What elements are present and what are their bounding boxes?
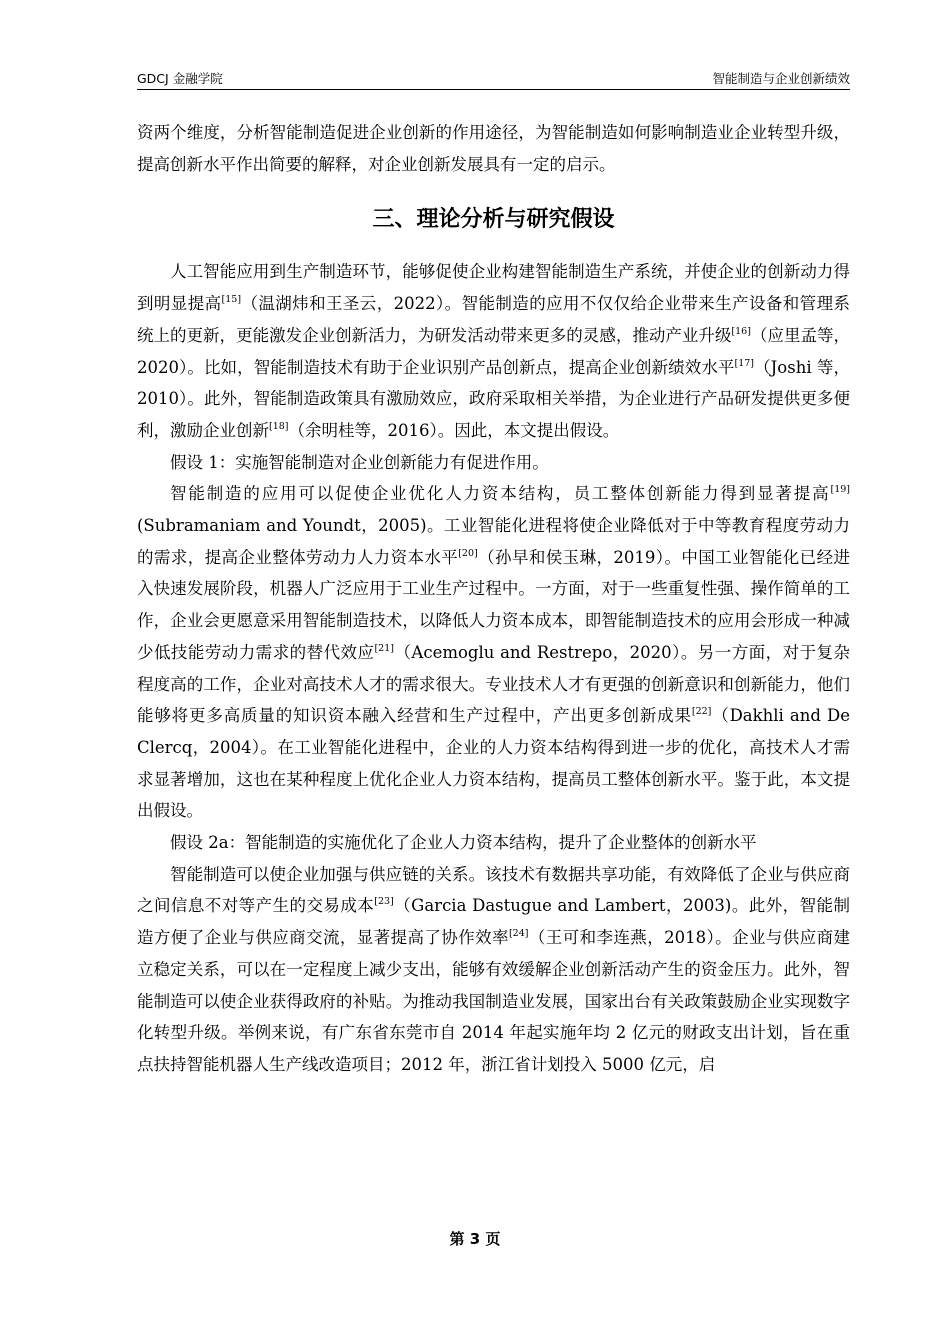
paragraph-theory-1 bbox=[137, 256, 850, 446]
text-run: （应里孟等，2020）。比如，智能制造技术有助于企业识别产品创新点，提高企业创新绩效水平 bbox=[137, 325, 851, 377]
citation-ref: [23] bbox=[374, 896, 394, 908]
hypothesis-2a: 假设 2a：智能制造的实施优化了企业人力资本结构，提升了企业整体的创新水平 bbox=[170, 833, 757, 853]
citation-ref: [20] bbox=[458, 547, 478, 559]
page-number: 第 3 页 bbox=[449, 1230, 501, 1248]
text-run: 智能制造可以使企业加强与供应链的关系。该技术有数据共享功能，有效降低了企业与供应商之间信息不对等产生的交易成本 bbox=[137, 864, 850, 916]
text-run: （Dakhli and De Clercq，2004）。在工业智能化进程中，企业的人力资本结构得到进一步的优化，高技术人才需求显著增加，这也在某种程度上优化企业人力资本结构，提高员工整体创新水平。鉴于此，本文提出假设。 bbox=[137, 706, 851, 821]
text-run: 智能制造的应用可以促使企业优化人力资本结构，员工整体创新能力得到显著提高 bbox=[170, 484, 831, 504]
citation-ref: [18] bbox=[269, 420, 289, 432]
header-title: 智能制造与企业创新绩效 bbox=[712, 71, 850, 86]
text-run: （Joshi 等，2010）。此外，智能制造政策具有激励效应，政府采取相关举措，为企业进行产品研发提供更多便利，激励企业创新 bbox=[137, 357, 850, 440]
intro-paragraph: 资两个维度，分析智能制造促进企业创新的作用途径，为智能制造如何影响制造业企业转型升级，提高创新水平作出简要的解释，对企业创新发展具有一定的启示。 bbox=[137, 123, 850, 174]
text-run: 人工智能应用到生产制造环节，能够促使企业构建智能制造生产系统，并使企业的创新动力得到明显提高 bbox=[137, 262, 850, 314]
citation-ref: [16] bbox=[731, 325, 751, 337]
citation-ref: [22] bbox=[691, 706, 712, 718]
header-institution: GDCJ 金融学院 bbox=[137, 71, 223, 86]
section-heading: 三、理论分析与研究假设 bbox=[372, 207, 615, 233]
citation-ref: [19] bbox=[830, 484, 850, 496]
citation-ref: [24] bbox=[508, 928, 529, 940]
paragraph-theory-3 bbox=[137, 859, 850, 1081]
paragraph-theory-2 bbox=[137, 478, 850, 827]
page-body bbox=[137, 117, 850, 1081]
text-run: （Acemoglu and Restrepo，2020）。另一方面，对于复杂程度高的工作，企业对高技术人才的需求很大。专业技术人才有更强的创新意识和创新能力，他们能够将更多高质量的知识资本融入经营和生产过程中，产出更多创新成果 bbox=[137, 642, 850, 726]
text-run: （余明桂等，2016）。因此，本文提出假设。 bbox=[288, 420, 620, 440]
hypothesis-1: 假设 1：实施智能制造对企业创新能力有促进作用。 bbox=[170, 452, 549, 472]
citation-ref: [21] bbox=[374, 642, 394, 654]
text-run: （孙早和侯玉琳，2019）。中国工业智能化已经进入快速发展阶段，机器人广泛应用于工业生产过程中。一方面，对于一些重复性强、操作简单的工作，企业会更愿意采用智能制造技术，以降低人力资本成本，即智能制造技术的应用会形成一种减少低技能劳动力需求的替代效应 bbox=[137, 547, 850, 662]
citation-ref: [15] bbox=[221, 294, 242, 306]
text-run: （王可和李连燕，2018）。企业与供应商建立稳定关系，可以在一定程度上减少支出，能够有效缓解企业创新活动产生的资金压力。此外，智能制造可以使企业获得政府的补贴。为推动我国制造业发展，国家出台有关政策鼓励企业实现数字化转型升级。举例来说，有广东省东莞市自 2014 年起实施年均 2 亿元的财政支出计划，旨在重点扶持智能机器人生产线改造项目；2012 年，浙江省计划投入 5000 亿元，启 bbox=[137, 928, 850, 1074]
citation-ref: [17] bbox=[734, 357, 755, 369]
text-run: (Subramaniam and Youndt，2005)。工业智能化进程将使企业降低对于中等教育程度劳动力的需求，提高企业整体劳动力人力资本水平 bbox=[137, 516, 850, 567]
page-header bbox=[137, 67, 850, 90]
text-run: （温湖炜和王圣云，2022）。智能制造的应用不仅仅给企业带来生产设备和管理系统上的更新，更能激发企业创新活力，为研发活动带来更多的灵感，推动产业升级 bbox=[137, 294, 850, 345]
text-run: （Garcia Dastugue and Lambert，2003)。此外，智能制造方便了企业与供应商交流，显著提高了协作效率 bbox=[137, 896, 850, 948]
